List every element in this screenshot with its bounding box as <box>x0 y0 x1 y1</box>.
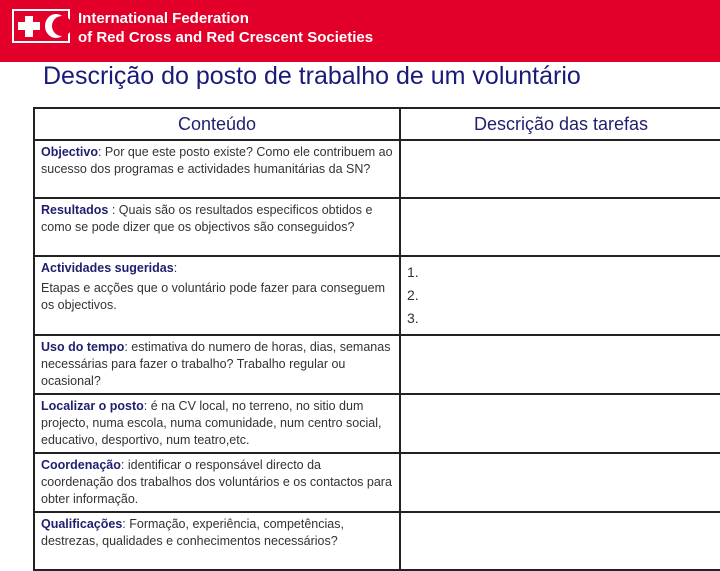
row-text: : identificar o responsável directo da coordenação dos trabalhos dos voluntários e os contactos para obter informação. <box>41 458 392 506</box>
table-row <box>34 512 720 570</box>
task-cell[interactable] <box>400 256 720 335</box>
content-cell <box>34 140 400 198</box>
task-cell[interactable] <box>400 140 720 198</box>
table-row <box>34 140 720 198</box>
table-row <box>34 256 720 335</box>
column-header-content: Conteúdo <box>34 108 400 140</box>
task-item: 2. <box>407 287 419 303</box>
row-text: : estimativa do numero de horas, dias, semanas necessárias para fazer o trabalho? Trabalho regular ou ocasional? <box>41 340 391 388</box>
header-banner <box>0 0 720 62</box>
row-text-2: Etapas e acções que o voluntário pode fazer para conseguem os objectivos. <box>41 281 385 312</box>
task-cell[interactable] <box>400 453 720 512</box>
table-row <box>34 198 720 256</box>
table-row <box>34 394 720 453</box>
page-title: Descrição do posto de trabalho de um voluntário <box>43 62 581 90</box>
row-label: Qualificações <box>41 517 123 531</box>
row-label: Objectivo <box>41 145 98 159</box>
task-item: 3. <box>407 310 419 326</box>
org-line-1: International Federation <box>78 10 249 27</box>
task-cell[interactable] <box>400 335 720 394</box>
content-cell <box>34 512 400 570</box>
job-description-table <box>33 107 720 571</box>
row-text: : é na CV local, no terreno, no sitio dum projecto, numa escola, numa comunidade, num centro social, educativo, desportivo, num teatro,etc. <box>41 399 382 447</box>
task-cell[interactable] <box>400 198 720 256</box>
content-cell <box>34 453 400 512</box>
organization-name <box>78 9 373 47</box>
table-row <box>34 335 720 394</box>
red-cross-crescent-logo-icon <box>12 9 70 43</box>
row-text: : Formação, experiência, competências, destrezas, qualidades e conhecimentos necessários? <box>41 517 344 548</box>
task-cell[interactable] <box>400 394 720 453</box>
table-row <box>34 453 720 512</box>
row-text: : Quais são os resultados especificos obtidos e como se pode dizer que os objectivos são conseguidos? <box>41 203 373 234</box>
content-cell <box>34 394 400 453</box>
column-header-tasks: Descrição das tarefas <box>400 108 720 140</box>
org-line-2: of Red Cross and Red Crescent Societies <box>78 29 374 46</box>
row-text: : <box>173 261 178 275</box>
content-cell <box>34 198 400 256</box>
content-cell <box>34 256 400 335</box>
content-cell <box>34 335 400 394</box>
row-label: Coordenação <box>41 458 121 472</box>
row-label: Localizar o posto <box>41 399 144 413</box>
row-text: : Por que este posto existe? Como ele contribuem ao sucesso dos programas e actividades humanitárias da SN? <box>41 145 393 176</box>
task-item: 1. <box>407 264 419 280</box>
task-cell[interactable] <box>400 512 720 570</box>
row-label: Actividades sugeridas <box>41 261 174 275</box>
row-label: Resultados <box>41 203 109 217</box>
row-label: Uso do tempo <box>41 340 125 354</box>
